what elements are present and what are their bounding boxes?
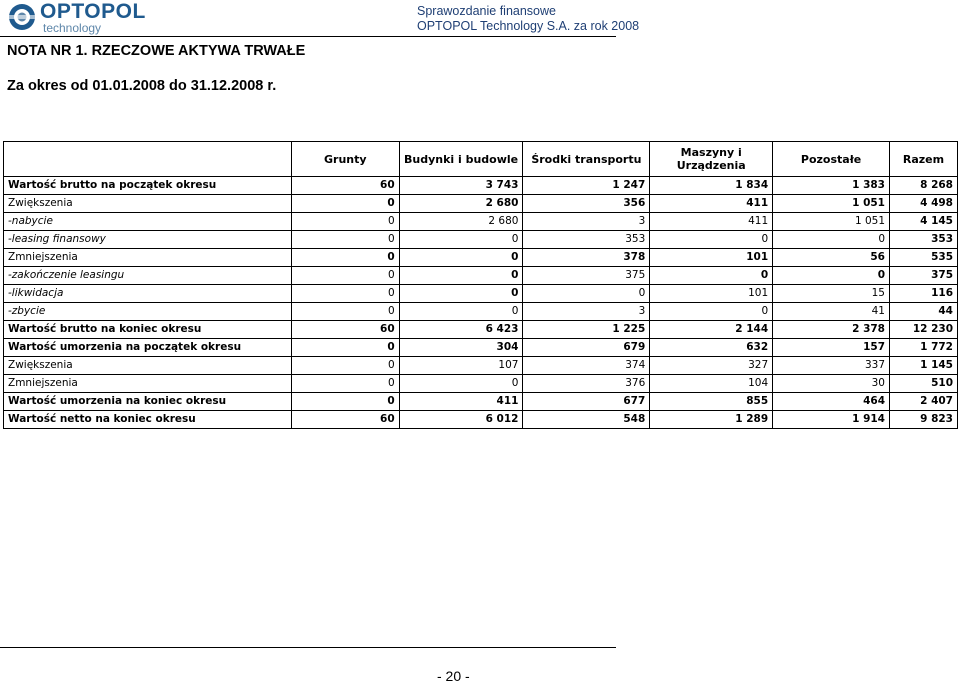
column-header-land: Grunty [291,142,399,177]
cell-machinery: 0 [650,267,773,285]
cell-total: 1 145 [890,357,958,375]
table-row [4,339,958,357]
cell-buildings: 304 [399,339,523,357]
cell-total: 8 268 [890,177,958,195]
page-number: - 20 - [437,668,470,684]
row-label: Zwiększenia [4,195,292,213]
cell-total: 9 823 [890,411,958,429]
cell-machinery: 1 834 [650,177,773,195]
table-row [4,393,958,411]
row-label: -nabycie [4,213,292,231]
cell-buildings: 411 [399,393,523,411]
row-label: Zwiększenia [4,357,292,375]
cell-land: 0 [291,231,399,249]
cell-other: 41 [773,303,890,321]
cell-machinery: 0 [650,303,773,321]
cell-other: 157 [773,339,890,357]
table-row [4,213,958,231]
cell-buildings: 0 [399,231,523,249]
header-report-info [417,4,639,34]
cell-land: 0 [291,375,399,393]
footer-divider [0,647,616,648]
table-row [4,195,958,213]
row-label: Zmniejszenia [4,249,292,267]
table-row [4,303,958,321]
cell-machinery: 411 [650,195,773,213]
cell-other: 1 383 [773,177,890,195]
cell-land: 0 [291,285,399,303]
note-title: NOTA NR 1. RZECZOWE AKTYWA TRWAŁE [7,43,306,59]
cell-total: 44 [890,303,958,321]
cell-machinery: 855 [650,393,773,411]
cell-machinery: 2 144 [650,321,773,339]
cell-vehicles: 353 [523,231,650,249]
row-label: -likwidacja [4,285,292,303]
cell-vehicles: 374 [523,357,650,375]
cell-total: 4 498 [890,195,958,213]
table-row [4,285,958,303]
column-header-other: Pozostałe [773,142,890,177]
cell-buildings: 2 680 [399,213,523,231]
cell-machinery: 101 [650,249,773,267]
cell-total: 375 [890,267,958,285]
cell-land: 0 [291,357,399,375]
header-line-1: Sprawozdanie finansowe [417,4,556,18]
cell-other: 1 051 [773,195,890,213]
cell-buildings: 0 [399,267,523,285]
cell-machinery: 0 [650,231,773,249]
cell-machinery: 411 [650,213,773,231]
cell-other: 30 [773,375,890,393]
column-header-total: Razem [890,142,958,177]
cell-vehicles: 1 225 [523,321,650,339]
fixed-assets-table [3,141,958,429]
cell-vehicles: 677 [523,393,650,411]
cell-machinery: 104 [650,375,773,393]
cell-buildings: 3 743 [399,177,523,195]
cell-land: 0 [291,213,399,231]
cell-vehicles: 378 [523,249,650,267]
table-row [4,231,958,249]
table-row [4,375,958,393]
column-header-label [4,142,292,177]
table-row [4,357,958,375]
cell-land: 0 [291,267,399,285]
cell-vehicles: 679 [523,339,650,357]
table-row [4,249,958,267]
cell-other: 464 [773,393,890,411]
column-header-machinery: Maszyny i Urządzenia [650,142,773,177]
row-label: -zbycie [4,303,292,321]
cell-other: 15 [773,285,890,303]
cell-machinery: 632 [650,339,773,357]
cell-buildings: 2 680 [399,195,523,213]
cell-other: 0 [773,267,890,285]
cell-other: 1 051 [773,213,890,231]
cell-buildings: 6 012 [399,411,523,429]
cell-land: 0 [291,339,399,357]
cell-land: 0 [291,195,399,213]
row-label: Wartość netto na koniec okresu [4,411,292,429]
page-header [0,0,640,37]
column-header-buildings: Budynki i budowle [399,142,523,177]
cell-machinery: 327 [650,357,773,375]
cell-vehicles: 1 247 [523,177,650,195]
cell-total: 535 [890,249,958,267]
table-row [4,321,958,339]
cell-other: 56 [773,249,890,267]
table-header-row [4,142,958,177]
row-label: Wartość umorzenia na początek okresu [4,339,292,357]
cell-vehicles: 376 [523,375,650,393]
cell-buildings: 6 423 [399,321,523,339]
logo-subtitle: technology [43,21,102,35]
cell-machinery: 101 [650,285,773,303]
cell-other: 1 914 [773,411,890,429]
logo-name: OPTOPOL [40,0,146,23]
cell-land: 60 [291,177,399,195]
cell-land: 60 [291,321,399,339]
cell-vehicles: 3 [523,303,650,321]
cell-vehicles: 3 [523,213,650,231]
cell-total: 353 [890,231,958,249]
row-label: Wartość umorzenia na koniec okresu [4,393,292,411]
column-header-vehicles: Środki transportu [523,142,650,177]
cell-total: 1 772 [890,339,958,357]
cell-other: 0 [773,231,890,249]
row-label: Zmniejszenia [4,375,292,393]
header-line-2: OPTOPOL Technology S.A. za rok 2008 [417,19,640,33]
table-row [4,411,958,429]
cell-total: 116 [890,285,958,303]
row-label: -leasing finansowy [4,231,292,249]
cell-buildings: 0 [399,303,523,321]
cell-total: 2 407 [890,393,958,411]
optopol-logo-icon [7,2,37,32]
row-label: Wartość brutto na koniec okresu [4,321,292,339]
cell-land: 0 [291,303,399,321]
cell-land: 60 [291,411,399,429]
cell-total: 12 230 [890,321,958,339]
cell-buildings: 0 [399,375,523,393]
table-row [4,177,958,195]
cell-machinery: 1 289 [650,411,773,429]
cell-land: 0 [291,249,399,267]
company-logo [7,2,167,34]
cell-land: 0 [291,393,399,411]
cell-vehicles: 0 [523,285,650,303]
cell-vehicles: 375 [523,267,650,285]
cell-vehicles: 548 [523,411,650,429]
cell-buildings: 0 [399,285,523,303]
cell-buildings: 107 [399,357,523,375]
cell-total: 510 [890,375,958,393]
cell-other: 2 378 [773,321,890,339]
cell-buildings: 0 [399,249,523,267]
row-label: -zakończenie leasingu [4,267,292,285]
cell-total: 4 145 [890,213,958,231]
cell-vehicles: 356 [523,195,650,213]
table-row [4,267,958,285]
period-label: Za okres od 01.01.2008 do 31.12.2008 r. [7,78,277,94]
row-label: Wartość brutto na początek okresu [4,177,292,195]
cell-other: 337 [773,357,890,375]
